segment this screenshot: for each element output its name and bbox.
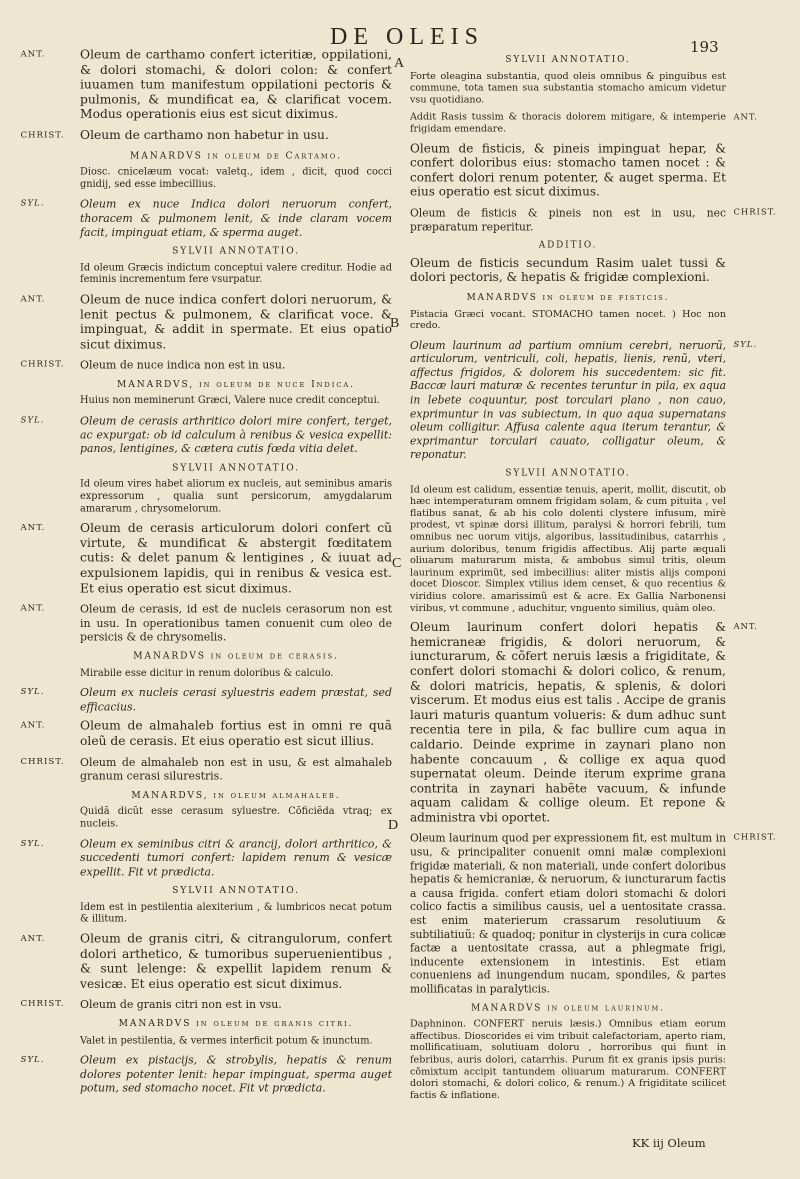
text-paragraph (20, 836, 392, 879)
margin-tag: SYL. (20, 687, 45, 698)
paragraph-text: Oleum de carthamo non habetur in usu. (80, 128, 329, 144)
text-paragraph (20, 719, 392, 749)
text-paragraph (80, 902, 392, 926)
text-paragraph (20, 755, 392, 783)
text-paragraph (410, 112, 758, 136)
signature-mark: KK iij Oleum (632, 1136, 706, 1150)
paragraph-text: SYLVII ANNOTATIO. (505, 54, 631, 65)
paragraph-text: Oleum de carthamo confert icteritiæ, oppilationi, & dolori stomachi, & dolori colon: & confert iuuamen tum manifestum oppilationi pectoris & pulmonis, & mundificat ea, & clarificat vocem. Modus operationis eius est sicut diximus. (80, 48, 392, 123)
text-paragraph (410, 1019, 726, 1102)
paragraph-text: Oleum ex seminibus citri & arancij, dolori arthritico, & succedenti tumori confert: lapidem renum & vesicæ expellit. Fit vt prædicta. (80, 836, 392, 879)
text-paragraph (20, 48, 392, 123)
text-paragraph (20, 521, 392, 596)
running-title: DE OLEIS (330, 24, 484, 50)
paragraph-text: Idem est in pestilentia alexiterium , & lumbricos necat potum & illitum. (80, 902, 392, 925)
paragraph-text: MANARDVS, in oleum almahaleb. (131, 789, 341, 801)
section-letter-a: A (394, 56, 405, 71)
paragraph-text: Oleum de cerasis, id est de nucleis cerasorum non est in usu. In operationibus tamen conuenit cum oleo de persicis & de chrysomelis. (80, 602, 392, 644)
right-column (410, 48, 777, 1108)
text-paragraph (410, 831, 777, 996)
margin-tag: SYL. (20, 199, 45, 209)
text-paragraph (80, 263, 392, 287)
text-paragraph (410, 338, 757, 462)
section-heading (80, 245, 392, 259)
text-paragraph (410, 485, 726, 615)
paragraph-text: SYLVII ANNOTATIO. (172, 885, 300, 896)
margin-tag: ANT. (20, 294, 46, 305)
paragraph-text: Oleum laurinum quod per expressionem fit, est multum in usu, & principaliter conuenit omni malæ complexioni frigidæ materiali, & non materiali, unde confert doloribus hepatis & hemicraniæ, & neruorum, & iuncturarum factis a causa frigida. confert etiam dolori stomachi & dolori colico factis a similibus causis, uel a uentositate crassa. est enim materierum crassarum resolutiuum & subtiliatiuũ: & quadoq; ponitur in clysterijs in cura colicæ factæ a uentositate crassa, aut a phlegmate frigi, inducente extensionem in intestinis. Est etiam conueniens ad inungendum nucam, spondiles, & partes mollificatas in paralyticis. (410, 831, 726, 996)
section-heading (80, 1018, 392, 1032)
paragraph-text: Oleum de cerasis articulorum dolori confert cũ virtute, & mundificat & abstergit fœditatem cutis: & delet panum & lentigines , & iuuat ad expulsionem lapidis, qui in renibus & vesica est. Et eius operatio est sicut diximus. (80, 521, 392, 596)
paragraph-text: Oleum de fisticis secundum Rasim ualet tussi & dolori pectoris, & hepatis & frigidæ complexioni. (410, 256, 726, 286)
text-paragraph (410, 309, 726, 333)
paragraph-text: MANARDVS in oleum de Cartamo. (130, 150, 342, 161)
paragraph-text: Forte oleagina substantia, quod oleis omnibus & pinguibus est commune, tota tamen sua substantia stomacho amicum videtur vsu quotidiano. (410, 71, 726, 106)
paragraph-text: Addit Rasis tussim & thoracis dolorem mitigare, & intemperie frigidam emendare. (410, 112, 726, 135)
paragraph-text: Oleum ex nucleis cerasi syluestris eadem præstat, sed efficacius. (80, 685, 392, 714)
paragraph-text: Oleum de fisticis & pineis non est in usu, nec præparatum reperitur. (410, 205, 726, 233)
text-paragraph (20, 685, 392, 714)
paragraph-text: Quidã dicũt esse cerasum syluestre. Cõficiẽda vtraq; ex nucleis. (80, 806, 392, 830)
margin-tag: ANT. (733, 622, 758, 632)
paragraph-text: Id oleum Græcis indictum conceptui valere creditur. Hodie ad feminis incrementum fere vsurpatur. (80, 262, 392, 286)
text-paragraph (20, 602, 392, 644)
text-paragraph (20, 413, 392, 456)
margin-tag: ANT. (20, 934, 46, 944)
paragraph-text: Valet in pestilentia, & vermes interficit potum & inunctum. (80, 1035, 373, 1047)
margin-tag: SYL. (20, 415, 45, 426)
paragraph-text: Oleum ex pistacijs, & strobylis, hepatis & renum dolores potenter lenit: hepar impinguat, sperma auget potum, sed stomacho nocet. Fit vt prædicta. (80, 1053, 392, 1095)
paragraph-text: ADDITIO. (538, 239, 598, 251)
text-paragraph (80, 479, 392, 515)
text-paragraph (20, 128, 392, 144)
paragraph-text: Oleum de granis citri, & citrangulorum, confert dolori arthetico, & tumoribus superuenientibus , & sunt lelenge: & expellit lapidem renum & vesicæ. Et eius operatio est sicut diximus. (80, 932, 392, 992)
text-paragraph (20, 292, 392, 353)
text-paragraph (80, 167, 392, 191)
margin-tag: SYL. (20, 1055, 45, 1065)
margin-tag: CHRIST. (20, 999, 65, 1010)
section-heading (80, 462, 392, 476)
paragraph-text: Id oleum est calidum, essentiæ tenuis, aperit, mollit, discutit, ob hæc intemperaturam omnem frigidam solam, & cum pituita , vel flatibus sanat, & ab his colo dolenti clystere infusum, mirè prodest, vt spinæ dorsi illitum, paralysi & horrori febrili, tum omnibus nec uorum vitijs, algoribus, lassitudinibus, catarrhis , aurium doloribus, tenum frigidis affectibus. Alij parte æquali oliuarum maturarum mista, & ambobus simul tritis, oleum laurinum exprimũt, sed imbecillius: aliter mistis alijs componi docet Dioscor. Simplex vtilius idem censet, & quo recentius & viridius colore. amarissimũ est & acre. Ex Gallia Narbonensi viribus, vt commune , aduchitur, vnguento similius, quàm oleo. (410, 484, 726, 614)
paragraph-text: Oleum de nuce indica confert dolori neruorum, & lenit pectus & pulmonem, & clarificat voce. & impinguat, & addit in spermate. Et eius opatio sicut diximus. (80, 292, 392, 353)
text-paragraph (20, 997, 392, 1012)
margin-tag: SYL. (20, 838, 45, 849)
paragraph-text: MANARDVS in oleum laurinum. (471, 1002, 665, 1013)
paragraph-text: Oleum de almahaleb non est in usu, & est almahaleb granum cerasi silurestris. (80, 755, 392, 783)
paragraph-text: Huius non meminerunt Græci, Valere nuce credit conceptui. (80, 395, 380, 407)
margin-tag: SYL. (733, 340, 757, 350)
section-heading (410, 54, 726, 68)
paragraph-text: MANARDVS in oleum de cerasis. (133, 650, 339, 662)
section-letter-d: D (388, 818, 399, 833)
margin-tag: CHRIST. (20, 130, 65, 141)
paragraph-text: Id oleum vires habet aliorum ex nucleis, aut seminibus amaris expressorum , qualia sunt persicorum, amygdalarum amararum , chrysomelorum. (80, 479, 392, 515)
margin-tag: ANT. (20, 604, 46, 614)
margin-tag: ANT. (733, 113, 758, 123)
text-paragraph (20, 197, 392, 239)
paragraph-text: Oleum laurinum ad partium omnium cerebri, neruorũ, articulorum, ventriculi, coli, hepatis, lienis, renũ, vteri, affectus frigidos, & dolorem his succedentem: sic fit. Baccæ lauri maturæ & recentes teruntur in pila, ex aqua in lebete coquuntur, post torculari plano , non cauo, exprimuntur in vas subiectum, in quo aqua supernatans oleum colligitur. Affusa calente aqua iterum terantur, & exprimantur torculari cauato, colligatur oleum, & reponatur. (410, 338, 726, 462)
text-paragraph (410, 205, 777, 233)
section-heading (410, 291, 726, 305)
paragraph-text: MANARDVS, in oleum de nuce Indica. (117, 379, 355, 390)
paragraph-text: Mirabile esse dicitur in renum doloribus & calculo. (80, 667, 334, 679)
paragraph-text: Oleum de almahaleb fortius est in omni re quã oleũ de cerasis. Et eius operatio est sicut illius. (80, 719, 392, 749)
paragraph-text: Diosc. cnicelæum vocat: valetq., idem , dicit, quod cocci gnidij, sed esse imbecillius. (80, 167, 392, 190)
left-column (20, 48, 392, 1101)
text-paragraph (80, 807, 392, 831)
text-paragraph (80, 396, 392, 408)
text-paragraph (410, 620, 758, 826)
margin-tag: CHRIST. (733, 833, 777, 843)
paragraph-text: Oleum de granis citri non est in vsu. (80, 997, 282, 1012)
paragraph-text: Oleum laurinum confert dolori hepatis & hemicraneæ frigidis, & dolori neruorum, & iuncturarum, & cõfert neruis læsis a frigiditate, & confert dolori stomachi & dolori colico, & renum, & dolori matricis, hepatis, & splenis, & dolori viscerum. Et modus eius est talis . Accipe de granis lauri maturis quantum volueris: & dum adhuc sunt recentia tere in pila, & fac bullire cum aqua in caldario. Deinde exprime in zaynari plano non habente concauum , & collige ex aqua quod supernatat oleum. Deinde iterum exprime grana contrita in zaynari habẽte vacuum, & infunde aquam calidam & collige oleum. Et repone & administra vbi oportet. (410, 620, 726, 826)
margin-tag: ANT. (20, 523, 46, 534)
margin-tag: CHRIST. (20, 756, 65, 767)
paragraph-text: Daphninon. CONFERT neruis læsis.) Omnibus etiam eorum affectibus. Dioscorides ei vim tribuit calefactoriam, aperto riam, mollificatiuam, solutiuam doloru , horroribus qui fiunt in febribus, auris dolori, catarrhis. Purum fit ex granis ipsis puris: cõmixtum accipit tantundem oliuarum maturarum. CONFERT dolori stomachi, & dolori colico, & renum.) A frigiditate scilicet factis & inflatione. (410, 1019, 726, 1101)
paragraph-text: Oleum de nuce indica non est in usu. (80, 358, 286, 372)
text-paragraph (20, 1053, 392, 1095)
text-paragraph (80, 668, 392, 680)
section-heading (80, 378, 392, 392)
paragraph-text: Oleum de fisticis, & pineis impinguat hepar, & confert doloribus eius: stomacho tamen nocet : & confert dolori renum potenter, & auget sperma. Et eius operatio est sicut diximus. (410, 141, 726, 200)
section-letter-c: C (392, 556, 402, 571)
text-paragraph (80, 1035, 392, 1047)
margin-tag: CHRIST. (20, 360, 65, 370)
section-heading (410, 1002, 726, 1016)
paragraph-text: SYLVII ANNOTATIO. (172, 462, 300, 474)
margin-tag: ANT. (20, 49, 46, 60)
margin-tag: ANT. (20, 721, 46, 731)
paragraph-text: MANARDVS in oleum de fisticis. (466, 292, 670, 303)
paragraph-text: Oleum ex nuce Indica dolori neruorum confert, thoracem & pulmonem lenit, & inde claram vocem facit, impinguat etiam, & sperma auget. (80, 197, 392, 239)
text-paragraph (410, 256, 726, 285)
text-paragraph (410, 142, 726, 201)
section-heading (410, 239, 726, 253)
section-heading (80, 149, 392, 163)
text-paragraph (20, 358, 392, 372)
section-heading (80, 650, 392, 664)
text-paragraph (410, 71, 726, 107)
section-heading (410, 467, 726, 481)
paragraph-text: Oleum de cerasis arthritico dolori mire confert, terget, ac expurgat: ob id calculum à renibus & vesica expellit: panos, lentigines, & cætera cutis fœda vitia delet. (80, 413, 392, 456)
section-letter-b: B (390, 316, 400, 331)
section-heading (80, 884, 392, 898)
paragraph-text: MANARDVS in oleum de granis citri. (118, 1018, 354, 1030)
page-number: 193 (690, 38, 719, 56)
paragraph-text: SYLVII ANNOTATIO. (505, 468, 631, 479)
paragraph-text: SYLVII ANNOTATIO. (172, 245, 300, 257)
margin-tag: CHRIST. (733, 207, 777, 218)
section-heading (80, 789, 392, 803)
paragraph-text: Pistacia Græci vocant. STOMACHO tamen nocet. ) Hoc non credo. (410, 308, 726, 332)
text-paragraph (20, 932, 392, 992)
